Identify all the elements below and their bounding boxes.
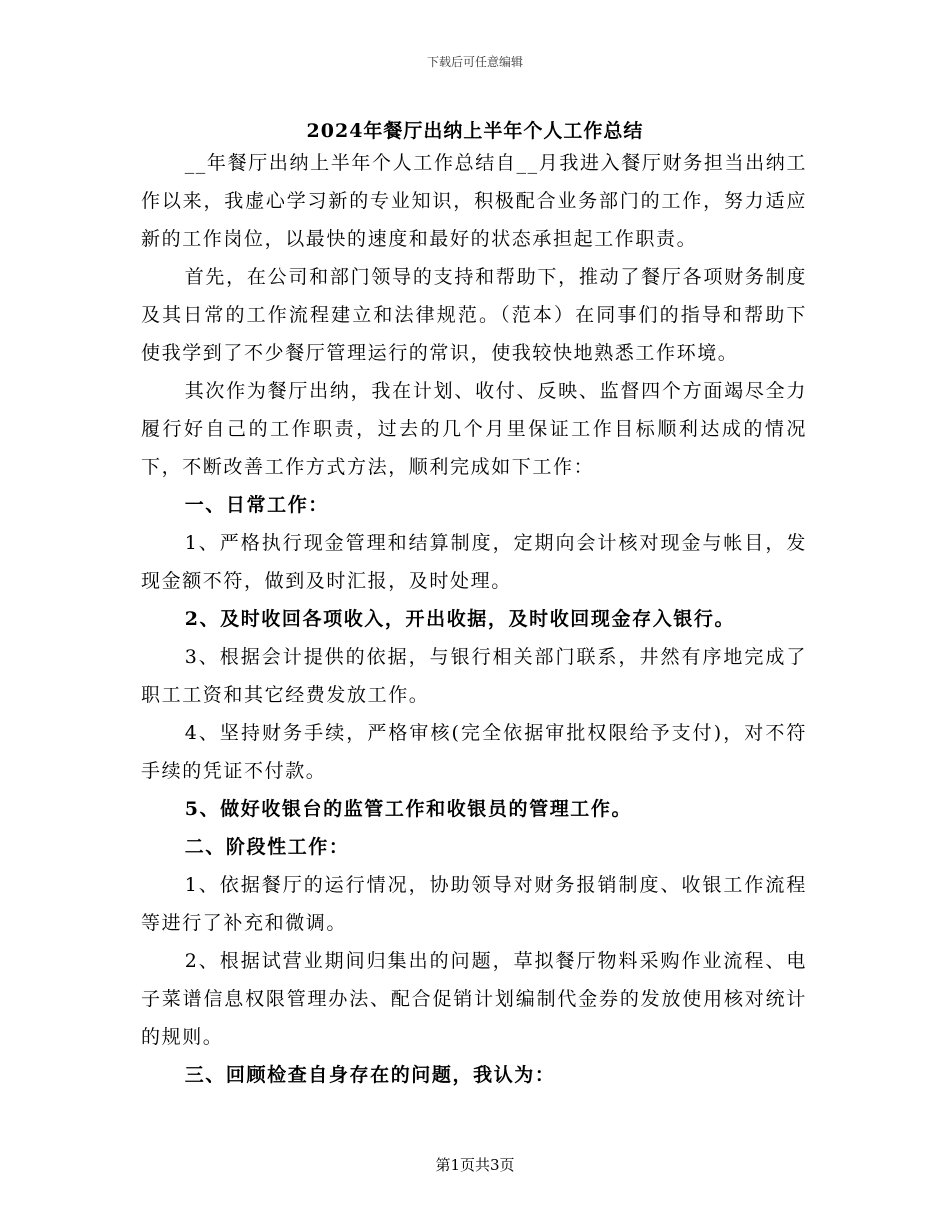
page-footer: 第1页共3页 [435,1156,515,1174]
list-item: 1、严格执行现金管理和结算制度，定期向会计核对现金与帐目，发现金额不符，做到及时汇报，及时处理。 [141,532,807,592]
document-title: 2024年餐厅出纳上半年个人工作总结 [306,120,644,142]
list-item: 1、依据餐厅的运行情况，协助领导对财务报销制度、收银工作流程等进行了补充和微调。 [141,874,807,934]
document-body [141,144,807,1094]
section-heading: 二、阶段性工作： [184,836,350,858]
list-item: 5、做好收银台的监管工作和收银员的管理工作。 [184,798,633,820]
page-header: 下载后可任意编辑 [426,55,523,69]
section-heading: 三、回顾检查自身存在的问题，我认为： [184,1064,556,1086]
section-heading: 一、日常工作： [184,494,329,516]
paragraph: 其次作为餐厅出纳，我在计划、收付、反映、监督四个方面竭尽全力履行好自己的工作职责，过去的几个月里保证工作目标顺利达成的情况下，不断改善工作方式方法，顺利完成如下工作： [141,380,807,478]
list-item: 3、根据会计提供的依据，与银行相关部门联系，井然有序地完成了职工工资和其它经费发放工作。 [141,646,807,706]
list-item: 4、坚持财务手续，严格审核(完全依据审批权限给予支付)，对不符手续的凭证不付款。 [141,722,807,782]
list-item: 2、根据试营业期间归集出的问题，草拟餐厅物料采购作业流程、电子菜谱信息权限管理办法、配合促销计划编制代金券的发放使用核对统计的规则。 [141,950,807,1048]
paragraph: __年餐厅出纳上半年个人工作总结自__月我进入餐厅财务担当出纳工作以来，我虚心学习新的专业知识，积极配合业务部门的工作，努力适应新的工作岗位，以最快的速度和最好的状态承担起工作职责。 [141,152,807,250]
list-item: 2、及时收回各项收入，开出收据，及时收回现金存入银行。 [184,608,736,630]
paragraph: 首先，在公司和部门领导的支持和帮助下，推动了餐厅各项财务制度及其日常的工作流程建立和法律规范。（范本）在同事们的指导和帮助下使我学到了不少餐厅管理运行的常识，使我较快地熟悉工作环境。 [141,266,807,364]
